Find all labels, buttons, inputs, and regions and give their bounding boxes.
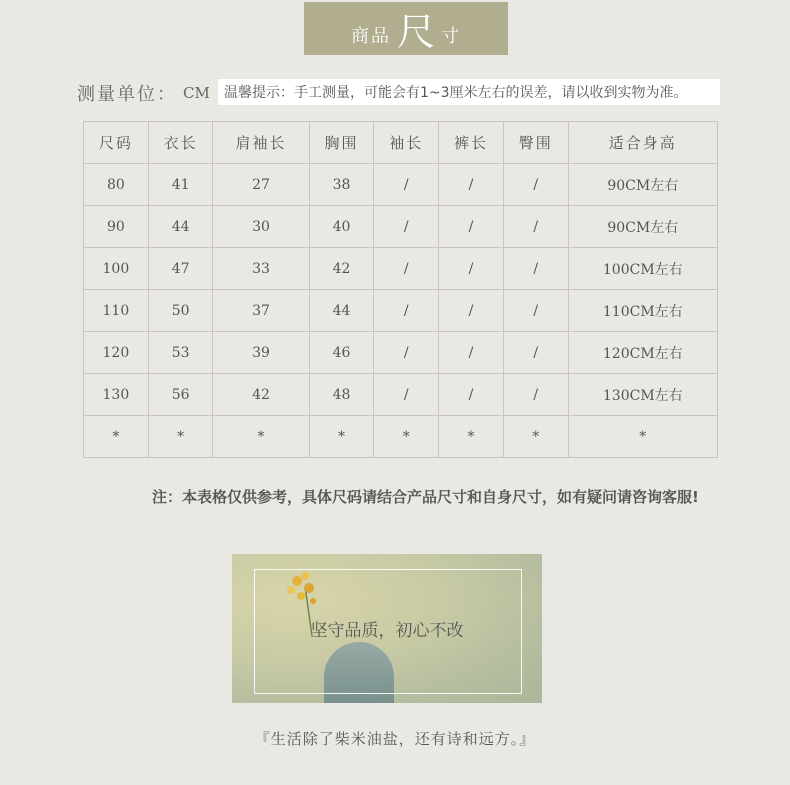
table-cell: / — [503, 290, 568, 332]
table-cell: 42 — [309, 248, 374, 290]
unit-value: CM — [183, 84, 210, 102]
table-cell: * — [213, 416, 309, 458]
table-cell: 41 — [148, 164, 213, 206]
header-size: 尺码 — [84, 122, 149, 164]
table-cell: 30 — [213, 206, 309, 248]
table-cell: * — [84, 416, 149, 458]
table-cell: / — [374, 332, 439, 374]
table-cell: / — [439, 374, 504, 416]
table-row — [84, 290, 718, 332]
table-cell: 90CM左右 — [568, 206, 717, 248]
size-table — [83, 121, 718, 458]
table-cell: / — [503, 374, 568, 416]
table-cell: 90CM左右 — [568, 164, 717, 206]
table-row — [84, 248, 718, 290]
table-row — [84, 416, 718, 458]
table-row — [84, 164, 718, 206]
table-cell: * — [309, 416, 374, 458]
table-cell: 130CM左右 — [568, 374, 717, 416]
table-cell: * — [148, 416, 213, 458]
table-row — [84, 206, 718, 248]
table-cell: / — [374, 374, 439, 416]
table-row — [84, 374, 718, 416]
table-header-row — [84, 122, 718, 164]
header-shoulder-sleeve: 肩袖长 — [213, 122, 309, 164]
table-cell: 39 — [213, 332, 309, 374]
header-pants-length: 裤长 — [439, 122, 504, 164]
table-cell: 110 — [84, 290, 149, 332]
table-cell: 33 — [213, 248, 309, 290]
table-cell: 38 — [309, 164, 374, 206]
table-row — [84, 332, 718, 374]
note: 注：本表格仅供参考，具体尺码请结合产品尺寸和自身尺寸，如有疑问请咨询客服! — [152, 488, 699, 506]
table-cell: 100CM左右 — [568, 248, 717, 290]
title-big: 尺 — [396, 10, 435, 54]
tip-box: 温馨提示：手工测量，可能会有1~3厘米左右的误差，请以收到实物为准。 — [218, 79, 720, 105]
table-cell: 100 — [84, 248, 149, 290]
table-cell: / — [439, 332, 504, 374]
title-left: 商品 — [350, 25, 391, 47]
table-cell: 44 — [148, 206, 213, 248]
decorative-photo — [232, 554, 542, 703]
table-cell: * — [439, 416, 504, 458]
table-cell: 40 — [309, 206, 374, 248]
header-hip: 臀围 — [503, 122, 568, 164]
table-cell: * — [374, 416, 439, 458]
table-cell: 120CM左右 — [568, 332, 717, 374]
measurement-unit — [77, 80, 210, 106]
photo-caption: 坚守品质，初心不改 — [310, 621, 464, 641]
table-cell: / — [503, 332, 568, 374]
table-cell: 56 — [148, 374, 213, 416]
table-cell: 48 — [309, 374, 374, 416]
table-cell: / — [439, 290, 504, 332]
table-cell: 130 — [84, 374, 149, 416]
table-cell: 110CM左右 — [568, 290, 717, 332]
table-cell: 27 — [213, 164, 309, 206]
table-cell: / — [439, 206, 504, 248]
table-cell: / — [374, 290, 439, 332]
table-cell: 44 — [309, 290, 374, 332]
table-cell: 46 — [309, 332, 374, 374]
table-cell: / — [503, 248, 568, 290]
table-cell: / — [374, 206, 439, 248]
table-cell: / — [374, 164, 439, 206]
table-cell: * — [568, 416, 717, 458]
table-cell: 42 — [213, 374, 309, 416]
table-cell: / — [374, 248, 439, 290]
table-cell: * — [503, 416, 568, 458]
table-cell: 90 — [84, 206, 149, 248]
table-cell: 80 — [84, 164, 149, 206]
title-banner — [304, 2, 508, 55]
table-cell: / — [439, 248, 504, 290]
table-cell: / — [503, 164, 568, 206]
header-height: 适合身高 — [568, 122, 717, 164]
motto: 『生活除了柴米油盐，还有诗和远方。』 — [254, 730, 536, 748]
table-cell: 53 — [148, 332, 213, 374]
unit-label: 测量单位： — [77, 84, 177, 105]
table-cell: / — [503, 206, 568, 248]
header-chest: 胸围 — [309, 122, 374, 164]
header-length: 衣长 — [148, 122, 213, 164]
title-right: 寸 — [441, 25, 461, 47]
table-cell: 47 — [148, 248, 213, 290]
table-cell: 37 — [213, 290, 309, 332]
table-cell: / — [439, 164, 504, 206]
table-cell: 50 — [148, 290, 213, 332]
table-cell: 120 — [84, 332, 149, 374]
header-sleeve: 袖长 — [374, 122, 439, 164]
